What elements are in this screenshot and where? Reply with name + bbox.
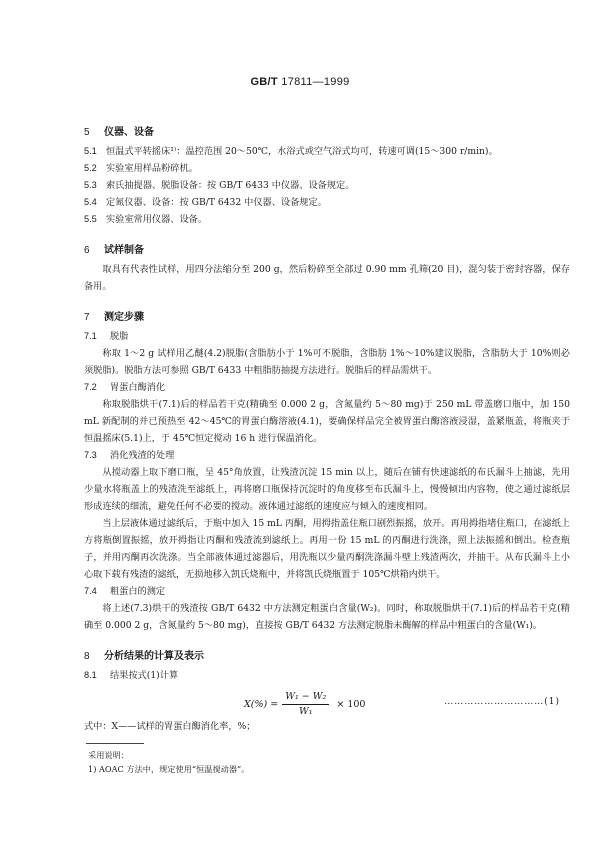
subsection-7-4-paragraph: 将上述(7.3)烘干的残渣按 GB/T 6432 中方法测定粗蛋白含量(W₂)。同时，称取脱脂烘干(7.1)后的样品若干克(精确至 0.000 2 g，含氮量约 5～80 mg)，直接按 GB/T 6432 方法测定脱脂未酶解的样品中粗蛋白的含量(W₁)。 xyxy=(84,603,570,631)
standard-header xyxy=(0,76,600,88)
subsection-7-2-heading: 7.2 胃蛋白酶消化 xyxy=(84,382,166,393)
standard-prefix: GB/T xyxy=(250,76,278,88)
section-7-heading: 7 测定步骤 xyxy=(84,312,144,323)
subsection-7-3-paragraph-2: 当上层液体通过滤纸后，于瓶中加入 15 mL 丙酮，用拇指盖住瓶口剧烈振摇，放开。再用拇指堵住瓶口，在滤纸上方将瓶倒置振摇，放开拇指让丙酮和残渣流到滤纸上。再用一份 15 mL 的丙酮进行洗涤，照上法振摇和倒出。检查瓶子，并用丙酮再次洗涤。当全部液体通过滤器后，用洗瓶以少量丙酮洗涤漏斗壁上残渣两次，并抽干。从布氏漏斗上小心取下载有残渣的滤纸，无损地移入凯氏烧瓶中，并将凯氏烧瓶置于 105℃烘箱内烘干。 xyxy=(84,518,570,580)
subsection-7-1-paragraph: 称取 1～2 g 试样用乙醚(4.2)脱脂(含脂肪小于 1%可不脱脂，含脂肪 1%～10%建议脱脂，含脂肪大于 10%则必须脱脂)。脱脂方法可参照 GB/T 6433 中粗脂肪抽提方法进行。脱脂后的样品需烘干。 xyxy=(84,348,570,376)
standard-number: 17811—1999 xyxy=(281,76,350,88)
footnote-label: 采用说明： xyxy=(88,750,129,760)
footnote-text: 1) AOAC 方法中，规定使用“恒温搅动器”。 xyxy=(88,764,250,774)
subsection-7-2-paragraph: 称取脱脂烘干(7.1)后的样品若干克(精确至 0.000 2 g，含氮量约 5～80 mg)于 250 mL 带盖磨口瓶中，加 150 mL 新配制的并已预热至 42～45℃的胃蛋白酶溶液(4.1)，要确保样品完全被胃蛋白酶溶液浸湿，盖紧瓶盖，将瓶夹于恒温摇床(5.1)上，于 45℃恒定搅动 16 h 进行保温消化。 xyxy=(84,399,570,444)
section-8-heading: 8 分析结果的计算及表示 xyxy=(84,651,204,662)
document-body xyxy=(84,124,570,776)
list-item: 5.2 实验室用样品粉碎机。 xyxy=(84,163,198,174)
footnote-divider xyxy=(86,743,144,744)
formula-multiplier: × 100 xyxy=(336,699,366,710)
subsection-7-3-paragraph-1: 从搅动器上取下磨口瓶，呈 45°角放置，让残渣沉淀 15 min 以上，随后在铺有快速滤纸的布氏漏斗上抽滤，先用少量水将瓶盖上的残渣洗至滤纸上，再将磨口瓶保持沉淀时的角度移至布氏漏斗上，慢慢倾出内容物，使之通过滤纸层形成连续的细流，避免任何不必要的搅动。液体通过滤纸的速度应与倾入的速度相同。 xyxy=(84,467,570,512)
subsection-8-1-heading: 8.1 结果按式(1)计算 xyxy=(84,670,179,681)
formula-fraction xyxy=(282,690,329,719)
subsection-7-4-heading: 7.4 粗蛋白的测定 xyxy=(84,586,166,597)
subsection-7-1-heading: 7.1 脱脂 xyxy=(84,331,129,342)
list-item: 5.3 索氏抽提器、脱脂设备：按 GB/T 6433 中仪器、设备规定。 xyxy=(84,180,355,191)
subsection-7-3-heading: 7.3 消化残渣的处理 xyxy=(84,450,175,461)
formula-lhs: X(%) = xyxy=(244,699,279,710)
formula-denominator: W₁ xyxy=(298,706,313,717)
list-item: 5.4 定氮仪器、设备：按 GB/T 6432 中仪器、设备规定。 xyxy=(84,197,327,208)
section-6-heading: 6 试样制备 xyxy=(84,245,144,256)
list-item: 5.5 实验室常用仪器、设备。 xyxy=(84,214,208,225)
formula-expression xyxy=(244,690,365,719)
section-5-heading: 5 仪器、设备 xyxy=(84,127,154,138)
formula-where-clause: 式中：X——试样的胃蛋白酶消化率，%； xyxy=(84,721,256,732)
formula-1 xyxy=(84,684,570,718)
equation-number: …………………………(1) xyxy=(444,697,560,707)
section-6-paragraph: 取具有代表性试样，用四分法缩分至 200 g，然后粉碎至全部过 0.90 mm 孔筛(20 目)，混匀装于密封容器，保存备用。 xyxy=(84,264,570,292)
formula-numerator: W₁ − W₂ xyxy=(282,690,329,705)
list-item: 5.1 恒温式平转摇床¹⁾：温控范围 20～50℃，水浴式或空气浴式均可，转速可调(15～300 r/min)。 xyxy=(84,146,498,157)
